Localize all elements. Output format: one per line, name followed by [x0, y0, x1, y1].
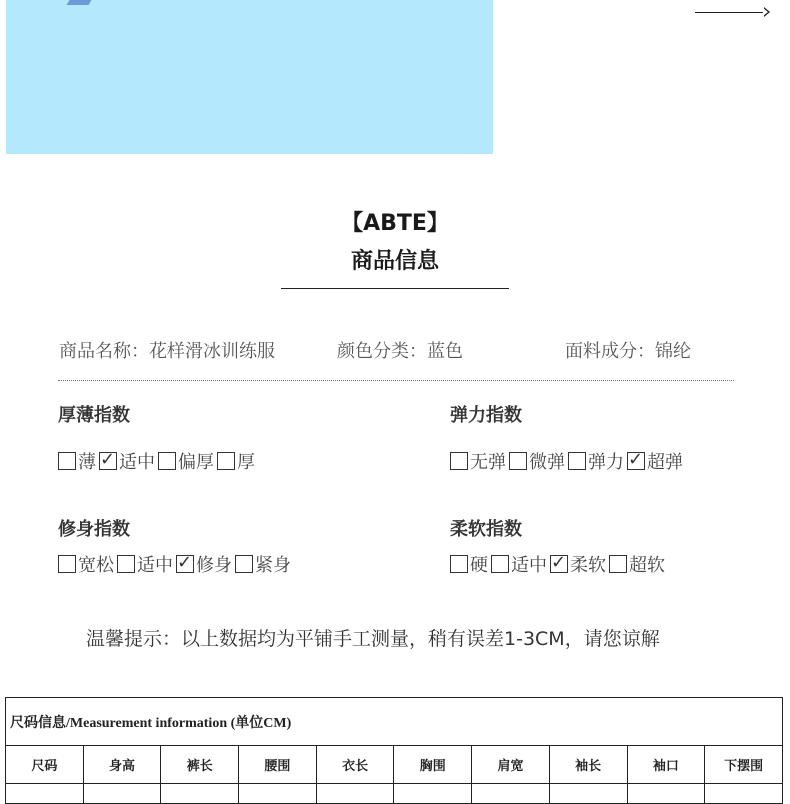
size-table-header: 裤长 — [161, 746, 239, 784]
info-divider — [58, 380, 734, 381]
checkbox[interactable] — [509, 452, 527, 470]
size-table-header: 胸围 — [394, 746, 472, 784]
elasticity-option[interactable]: ✓ 超弹 — [627, 448, 683, 474]
size-table-header: 肩宽 — [472, 746, 550, 784]
right-arrow-icon — [764, 7, 770, 17]
thickness-option[interactable]: 厚 — [217, 448, 255, 474]
product-fabric: 面料成分：锦纶 — [565, 341, 691, 362]
softness-option[interactable]: 适中 — [491, 551, 547, 577]
elasticity-option[interactable]: 无弹 — [450, 448, 506, 474]
softness-option[interactable]: 硬 — [450, 551, 488, 577]
thickness-index-title: 厚薄指数 — [58, 405, 130, 426]
size-table — [5, 697, 783, 804]
checkbox[interactable] — [491, 555, 509, 573]
thickness-option[interactable]: ✓ 适中 — [99, 448, 155, 474]
checkbox-checked[interactable] — [176, 555, 194, 573]
size-table-header-row — [6, 746, 783, 784]
fit-option[interactable]: 宽松 — [58, 551, 114, 577]
softness-index-title: 柔软指数 — [450, 519, 522, 540]
fit-option[interactable]: 紧身 — [235, 551, 291, 577]
checkbox[interactable] — [235, 555, 253, 573]
section-title: 商品信息 — [350, 249, 439, 274]
checkbox[interactable] — [450, 555, 468, 573]
softness-options — [450, 551, 668, 577]
elasticity-option[interactable]: 弹力 — [568, 448, 624, 474]
checkbox[interactable] — [450, 452, 468, 470]
checkbox[interactable] — [609, 555, 627, 573]
thickness-option[interactable]: 薄 — [58, 448, 96, 474]
fit-index-title: 修身指数 — [58, 519, 130, 540]
checkbox[interactable] — [217, 452, 235, 470]
checkbox[interactable] — [58, 452, 76, 470]
fit-options — [58, 551, 294, 577]
fit-option[interactable]: 适中 — [117, 551, 173, 577]
arrow-line — [695, 12, 767, 13]
elasticity-index-title: 弹力指数 — [450, 405, 522, 426]
size-table-header: 袖长 — [549, 746, 627, 784]
size-table-row — [6, 784, 783, 804]
checkbox[interactable] — [568, 452, 586, 470]
softness-option[interactable]: ✓ 柔软 — [550, 551, 606, 577]
product-image-corner — [67, 0, 92, 5]
product-image-banner — [6, 0, 493, 154]
checkbox-checked[interactable] — [550, 555, 568, 573]
size-table-caption: 尺码信息/Measurement information (单位CM) — [6, 698, 783, 746]
checkbox[interactable] — [158, 452, 176, 470]
size-table-header: 腰围 — [239, 746, 317, 784]
size-table-header: 衣长 — [316, 746, 394, 784]
checkbox[interactable] — [58, 555, 76, 573]
size-table-header: 袖口 — [627, 746, 705, 784]
thickness-options — [58, 448, 258, 474]
size-table-header: 身高 — [83, 746, 161, 784]
checkbox[interactable] — [117, 555, 135, 573]
brand-title: 【ABTE】 — [341, 211, 449, 236]
product-name: 商品名称：花样滑冰训练服 — [59, 341, 275, 362]
softness-option[interactable]: 超软 — [609, 551, 665, 577]
size-table-header: 尺码 — [6, 746, 84, 784]
title-divider — [281, 288, 509, 289]
measurement-tip: 温馨提示：以上数据均为平铺手工测量，稍有误差1-3CM，请您谅解 — [86, 628, 660, 650]
checkbox-checked[interactable] — [99, 452, 117, 470]
product-color: 颜色分类：蓝色 — [337, 341, 463, 362]
fit-option[interactable]: ✓ 修身 — [176, 551, 232, 577]
thickness-option[interactable]: 偏厚 — [158, 448, 214, 474]
elasticity-options — [450, 448, 686, 474]
size-table-header: 下摆围 — [705, 746, 783, 784]
checkbox-checked[interactable] — [627, 452, 645, 470]
elasticity-option[interactable]: 微弹 — [509, 448, 565, 474]
